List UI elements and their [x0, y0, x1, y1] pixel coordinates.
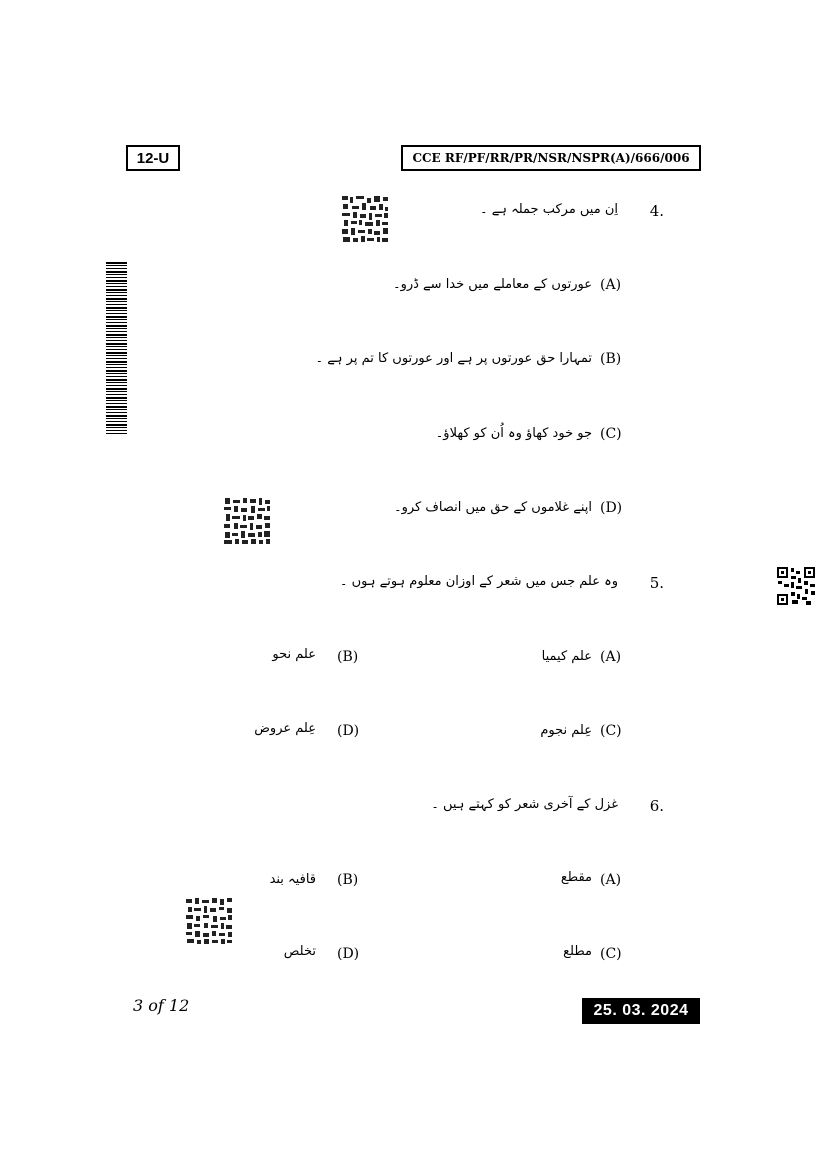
paper-code-right: CCE RF/PF/RR/PR/NSR/NSPR(A)/666/006: [401, 145, 701, 171]
q4-option-c-label: (C): [600, 426, 622, 442]
q5-option-a-label: (A): [600, 649, 622, 665]
q6-option-c-text: مطلع: [563, 944, 592, 959]
question-6-text: غزل کے آخری شعر کو کہتے ہیں ۔: [431, 797, 618, 812]
question-4-number: 4.: [649, 202, 664, 220]
q5-option-a-text: علم کیمیا: [541, 649, 592, 664]
qr-code-image-1: [340, 194, 390, 244]
qr-code-image-3: [776, 566, 816, 606]
q6-option-c-label: (C): [600, 946, 622, 962]
q6-option-b-text: قافیہ بند: [269, 872, 316, 887]
q6-option-d-label: (D): [337, 946, 360, 962]
q4-option-d-text: اپنے غلاموں کے حق میں انصاف کرو۔: [393, 500, 592, 515]
question-5-text: وہ علم جس میں شعر کے اوزان معلوم ہوتے ہوں ۔: [339, 574, 618, 589]
q5-option-d-text: عِلم عروض: [254, 721, 316, 736]
q5-option-b-text: علم نحو: [272, 647, 316, 662]
page-number: 3 of 12: [133, 996, 190, 1015]
question-6-number: 6.: [649, 797, 664, 815]
q4-option-a-text: عورتوں کے معاملے میں خدا سے ڈرو۔: [392, 277, 592, 292]
q6-option-b-label: (B): [337, 872, 359, 888]
q4-option-b-text: تمہارا حق عورتوں پر ہے اور عورتوں کا تم پر ہے ۔: [315, 351, 592, 366]
q4-option-c-text: جو خود کھاؤ وہ اُن کو کھلاؤ۔: [435, 426, 592, 441]
qr-code-image-4: [184, 896, 234, 946]
q5-option-d-label: (D): [337, 723, 360, 739]
qr-code-image-2: [222, 496, 272, 546]
q5-option-c-label: (C): [600, 723, 622, 739]
q6-option-a-label: (A): [600, 872, 622, 888]
question-5-number: 5.: [649, 574, 664, 592]
q5-option-b-label: (B): [337, 649, 359, 665]
exam-date: 25. 03. 2024: [582, 998, 700, 1024]
q4-option-d-label: (D): [600, 500, 623, 516]
barcode-image: [106, 262, 127, 434]
q4-option-b-label: (B): [600, 351, 622, 367]
paper-code-left: 12-U: [126, 145, 180, 171]
question-4-text: اِن میں مرکب جملہ ہے ۔: [479, 202, 618, 217]
q6-option-d-text: تخلص: [283, 944, 316, 959]
q5-option-c-text: عِلم نجوم: [540, 723, 592, 738]
q6-option-a-text: مقطع: [560, 870, 592, 885]
q4-option-a-label: (A): [600, 277, 622, 293]
